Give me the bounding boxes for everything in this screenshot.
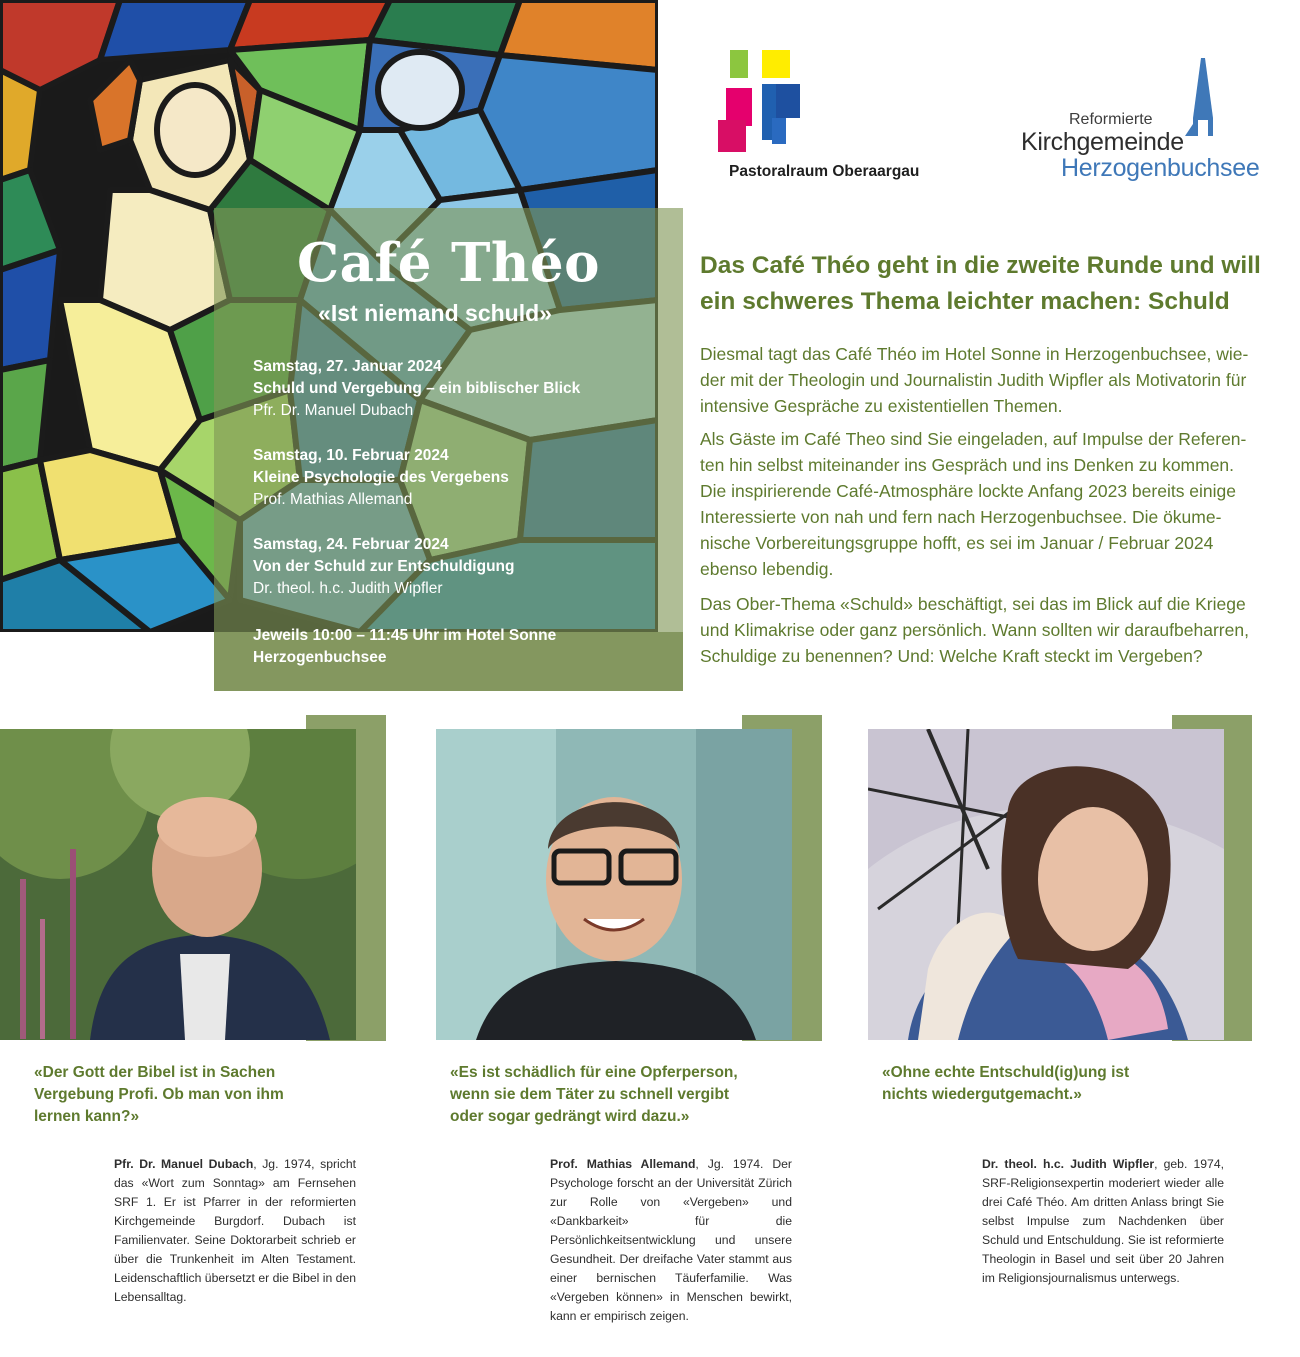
text-line: Diesmal tagt das Café Théo im Hotel Sonne in Herzogenbuchsee, wie- <box>700 344 1249 364</box>
quote-line: wenn sie dem Täter zu schnell vergibt <box>450 1086 730 1103</box>
speaker-photo-dubach <box>0 729 356 1040</box>
speaker-name: Prof. Mathias Allemand <box>550 1157 696 1171</box>
speaker-name: Dr. theol. h.c. Judith Wipfler <box>982 1157 1155 1171</box>
text-line: intensive Gespräche zu existentiellen Themen. <box>700 396 1063 416</box>
headline-line: Das Café Théo geht in die zweite Runde und will <box>700 252 1261 279</box>
pastoralraum-logo <box>716 46 926 186</box>
session-date: Samstag, 10. Februar 2024 <box>253 447 449 464</box>
quote-line: oder sogar gedrängt wird dazu.» <box>450 1108 690 1125</box>
event-title: Café Théo <box>296 232 601 294</box>
session-3 <box>253 534 673 600</box>
text-line: ten hin selbst miteinander ins Gespräch und ins Denken zu kommen. <box>700 455 1235 475</box>
quote-line: «Der Gott der Bibel ist in Sachen <box>34 1064 276 1081</box>
text-line: und Klimakrise oder ganz persönlich. Wann sollten wir daraufbeharren, <box>700 620 1249 640</box>
speaker-bio <box>114 1155 356 1307</box>
event-subtitle: «Ist niemand schuld» <box>318 300 552 326</box>
event-time-line: Jeweils 10:00 – 11:45 Uhr im Hotel Sonne <box>253 627 557 644</box>
logo-square-magenta-2 <box>718 120 746 152</box>
logo-square-yellow <box>762 50 790 78</box>
quote-line: Vergebung Profi. Ob man von ihm <box>34 1086 284 1103</box>
logo-square-blue-2 <box>776 84 800 118</box>
speaker-card-dubach <box>0 715 440 1315</box>
pastoralraum-label: Pastoralraum Oberaargau <box>729 163 920 180</box>
speaker-bio-text: , Jg. 1974. Der Psychologe forscht an der Universität Zürich zur Rolle von «Vergeben» und «Dankbarkeit» für die Persönlichkeitsentwicklung und unsere Gesundheit. Der dreifache Vater stammt aus einer bernischen Täuferfamilie. Was «Vergeben können» in Menschen bewirkt, kann er empirisch zeigen. <box>550 1157 792 1323</box>
text-line: ebenso lebendig. <box>700 559 834 579</box>
church-spire-icon <box>1183 58 1223 138</box>
session-speaker: Prof. Mathias Allemand <box>253 491 413 508</box>
event-time-location <box>253 625 673 669</box>
session-speaker: Pfr. Dr. Manuel Dubach <box>253 402 414 419</box>
quote-line: nichts wiedergutgemacht.» <box>882 1086 1082 1103</box>
session-date: Samstag, 24. Februar 2024 <box>253 536 449 553</box>
speaker-name: Pfr. Dr. Manuel Dubach <box>114 1157 254 1171</box>
intro-paragraph-1 <box>700 341 1270 419</box>
headline-line: ein schweres Thema leichter machen: Schuld <box>700 288 1230 315</box>
session-topic: Von der Schuld zur Entschuldigung <box>253 558 515 575</box>
session-date: Samstag, 27. Januar 2024 <box>253 358 442 375</box>
session-speaker: Dr. theol. h.c. Judith Wipfler <box>253 580 443 597</box>
text-line: Die inspirierende Café-Atmosphäre lockte Anfang 2023 bereits einige <box>700 481 1237 501</box>
speaker-bio-text: , geb. 1974, SRF-Religionsexpertin moderiert wieder alle drei Café Théo. Am dritten Anlass bringt Sie selbst Impulse zum Nachdenken über Schuld und Entschuldung. Sie ist reformierte Theologin in Basel und seit über 20 Jahren im Religionsjournalismus unterwegs. <box>982 1157 1224 1285</box>
speaker-photo-wipfler <box>868 729 1224 1040</box>
herzogenbuchsee-label: Herzogenbuchsee <box>1061 154 1260 182</box>
speaker-quote <box>34 1062 364 1128</box>
session-1 <box>253 356 673 422</box>
intro-paragraph-2 <box>700 426 1270 582</box>
speaker-bio-text: , Jg. 1974, spricht das «Wort zum Sonntag» am Fernsehen SRF 1. Er ist Pfarrer in der reformierten Kirchgemeinde Burgdorf. Dubach ist Familienvater. Seine Doktorarbeit schrieb er über die Trunkenheit im Alten Testament. Leidenschaftlich übersetzt er die Bibel in den Lebensalltag. <box>114 1157 356 1304</box>
text-line: Interessierte von nah und fern nach Herzogenbuchsee. Die ökume- <box>700 507 1222 527</box>
intro-headline <box>700 248 1270 320</box>
event-location-line: Herzogenbuchsee <box>253 649 387 666</box>
text-line: Das Ober-Thema «Schuld» beschäftigt, sei das im Blick auf die Kriege <box>700 594 1246 614</box>
text-line: nische Vorbereitungsgruppe hofft, es sei im Januar / Februar 2024 <box>700 533 1214 553</box>
event-info-panel <box>214 208 683 691</box>
text-line: Schuldige zu benennen? Und: Welche Kraft steckt im Vergeben? <box>700 646 1203 666</box>
session-topic: Schuld und Vergebung – ein biblischer Blick <box>253 380 581 397</box>
quote-line: «Es ist schädlich für eine Opferperson, <box>450 1064 738 1081</box>
text-line: Als Gäste im Café Theo sind Sie eingeladen, auf Impulse der Referen- <box>700 429 1247 449</box>
reformierte-label: Reformierte <box>1069 111 1153 128</box>
speaker-bio <box>982 1155 1224 1288</box>
speaker-card-allemand <box>436 715 876 1323</box>
quote-line: lernen kann?» <box>34 1108 140 1125</box>
speaker-bio <box>550 1155 792 1326</box>
reformierte-kirchgemeinde-logo <box>1015 58 1260 188</box>
logo-square-green <box>730 50 748 78</box>
speaker-quote <box>450 1062 780 1128</box>
logo-square-blue-3 <box>772 118 786 144</box>
speaker-card-wipfler <box>868 715 1300 1315</box>
speaker-photo-allemand <box>436 729 792 1040</box>
kirchgemeinde-label: Kirchgemeinde <box>1021 128 1184 156</box>
quote-line: «Ohne echte Entschuld(ig)ung ist <box>882 1064 1130 1081</box>
session-topic: Kleine Psychologie des Vergebens <box>253 469 509 486</box>
speaker-quote <box>882 1062 1212 1106</box>
text-line: der mit der Theologin und Journalistin Judith Wipfler als Motivatorin für <box>700 370 1247 390</box>
intro-paragraph-3 <box>700 591 1270 669</box>
session-2 <box>253 445 673 511</box>
